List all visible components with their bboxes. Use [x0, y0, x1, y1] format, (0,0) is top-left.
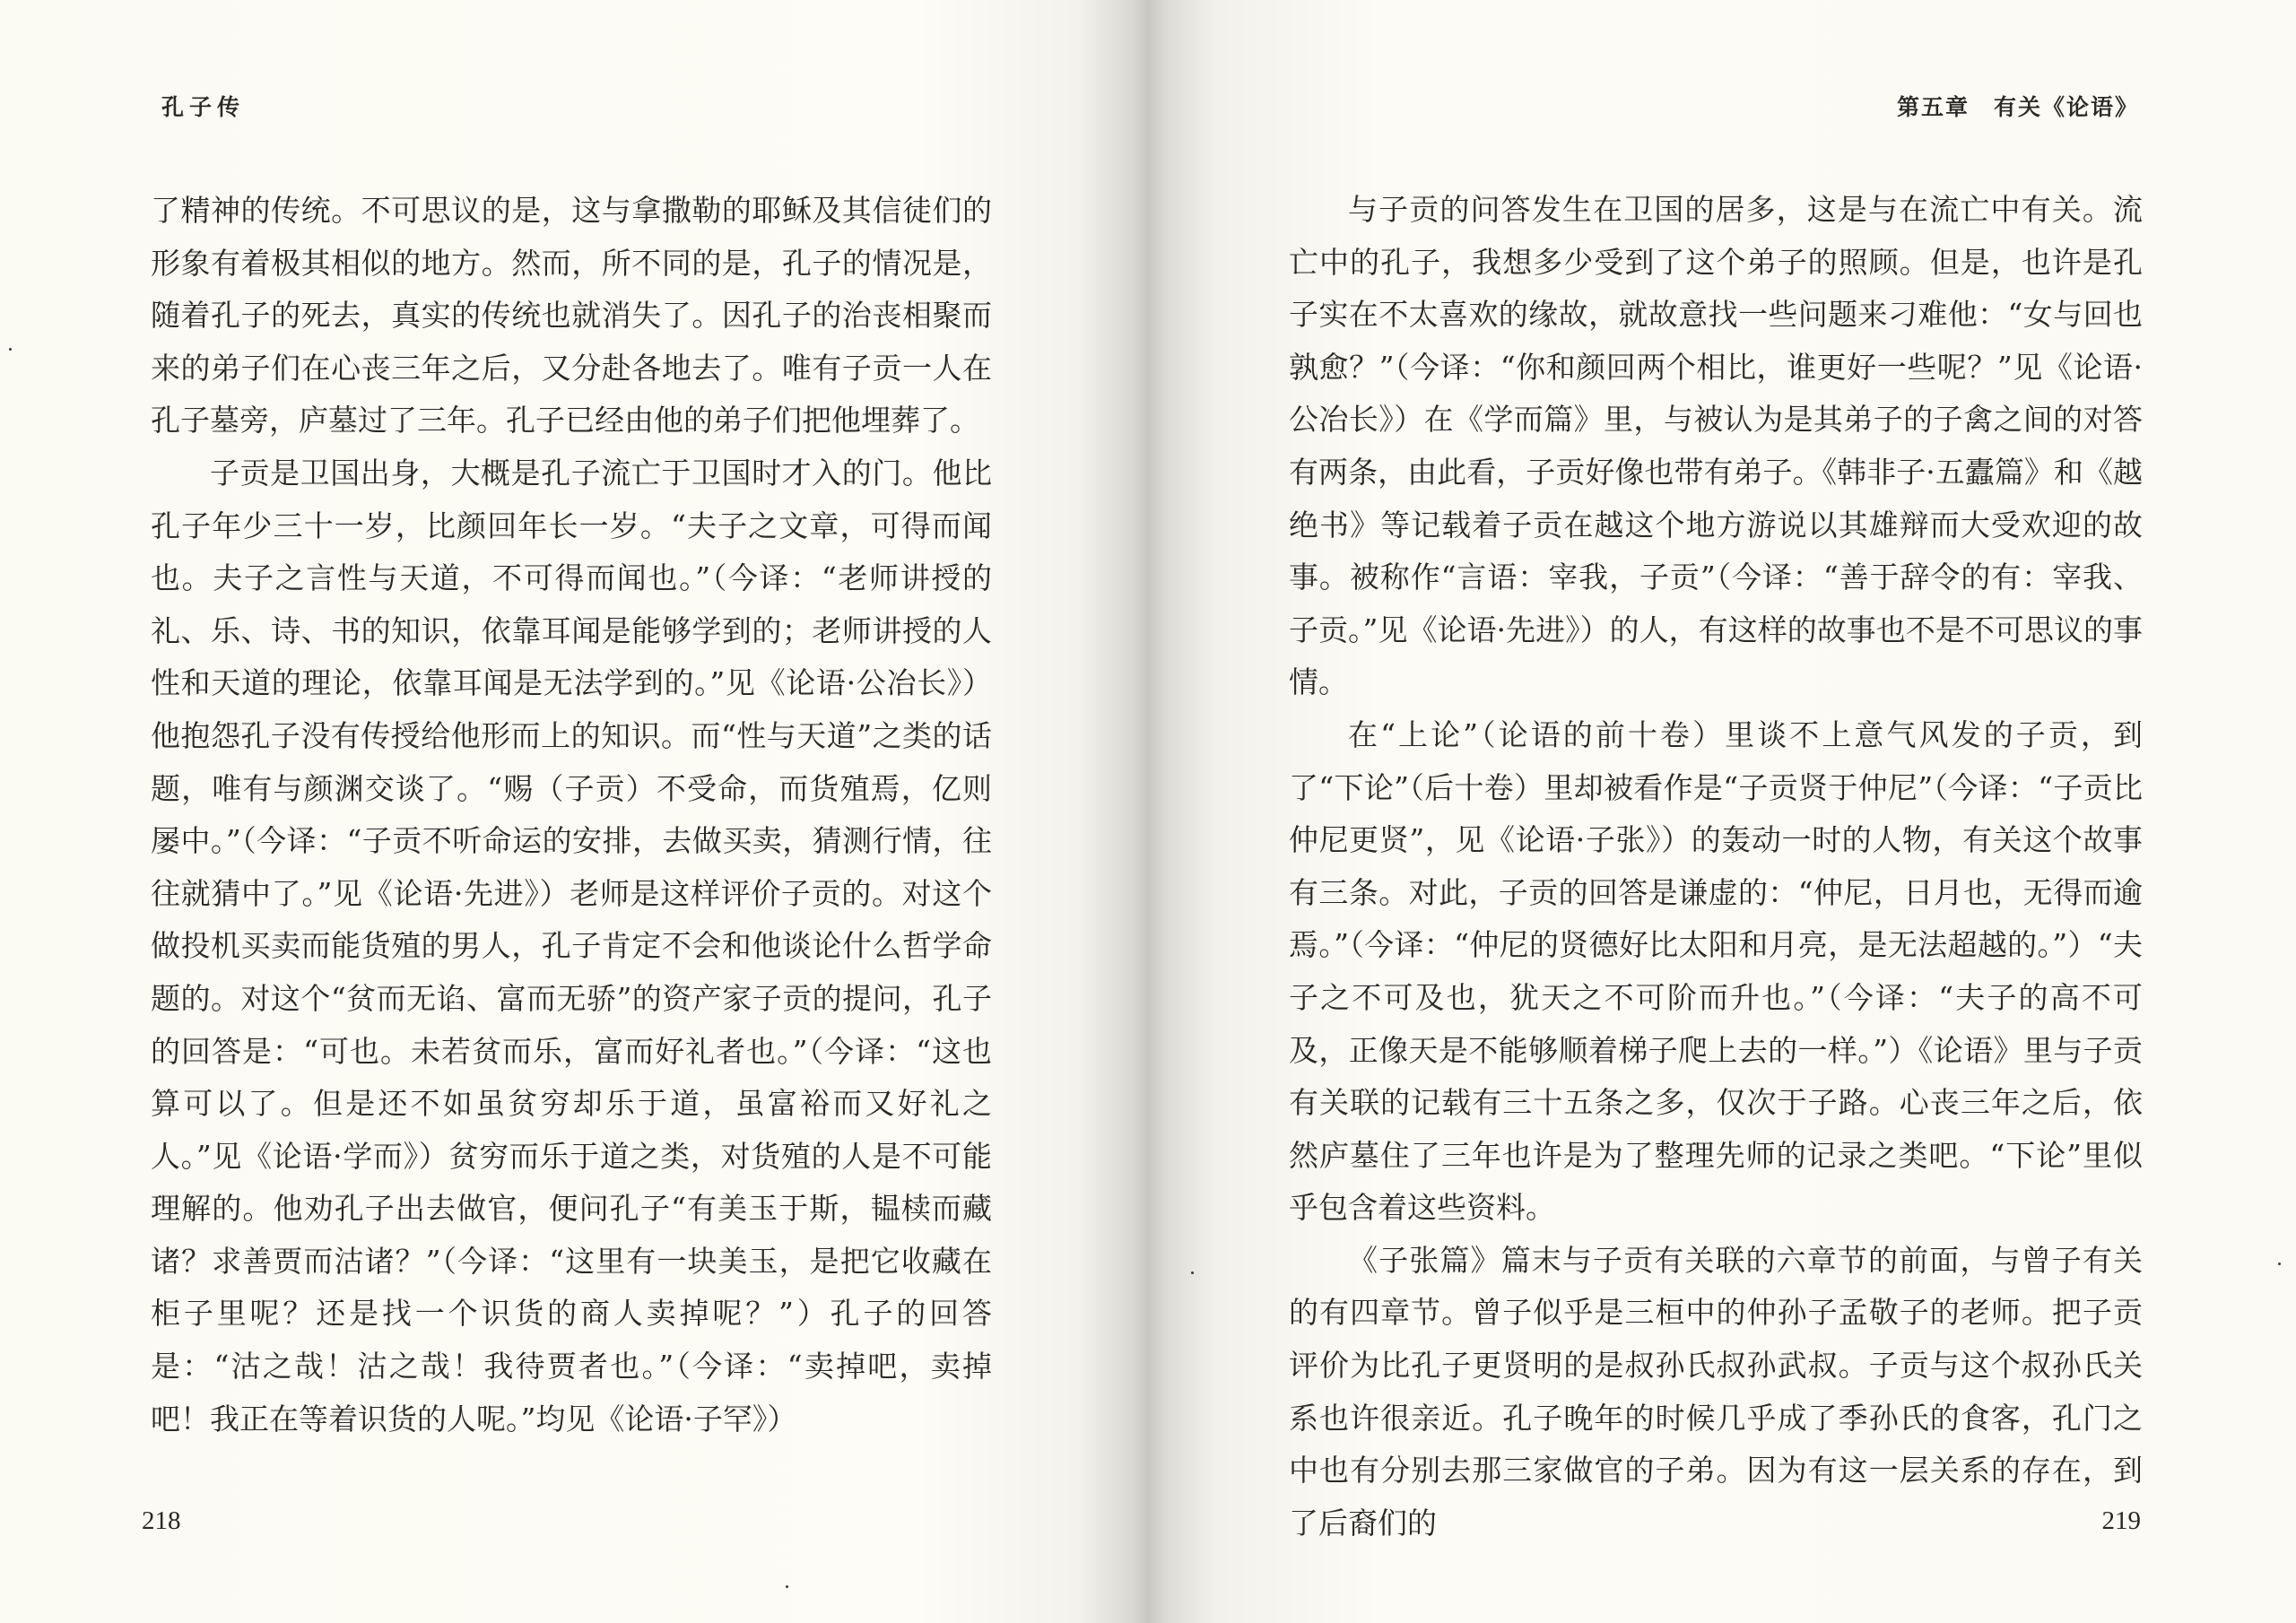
- scan-speck: [2278, 1263, 2281, 1265]
- right-page: [1152, 0, 2296, 1623]
- paragraph: 《子张篇》篇末与子贡有关联的六章节的前面，与曾子有关的有四章节。曾子似乎是三桓中的仲孙子孟敬子的老师。把子贡评价为比孔子更贤明的是叔孙氏叔孙武叔。子贡与这个叔孙氏关系也许很亲近。孔子晚年的时候几乎成了季孙氏的食客，孔门之中也有分别去那三家做官的子弟。因为有这一层关系的存在，到了后裔们的: [1289, 1242, 2143, 1541]
- left-body-text: [151, 185, 992, 1445]
- running-head-chapter-title: 第五章 有关《论语》: [1896, 94, 2139, 120]
- paragraph: 子贡是卫国出身，大概是孔子流亡于卫国时才入的门。他比孔子年少三十一岁，比颜回年长一岁。“夫子之文章，可得而闻也。夫子之言性与天道，不可得而闻也。”（今译：“老师讲授的礼、乐、诗、书的知识，依靠耳闻是能够学到的；老师讲授的人性和天道的理论，依靠耳闻是无法学到的。”见《论语·公冶长》）他抱怨孔子没有传授给他形而上的知识。而“性与天道”之类的话题，唯有与颜渊交谈了。“赐（子贡）不受命，而货殖焉，亿则屡中。”（今译：“子贡不听命运的安排，去做买卖，猜测行情，往往就猜中了。”见《论语·先进》）老师是这样评价子贡的。对这个做投机买卖而能货殖的男人，孔子肯定不会和他谈论什么哲学命题的。对这个“贫而无谄、富而无骄”的资产家子贡的提问，孔子的回答是：“可也。未若贫而乐，富而好礼者也。”（今译：“这也算可以了。但是还不如虽贫穷却乐于道，虽富裕而又好礼之人。”见《论语·学而》）贫穷而乐于道之类，对货殖的人是不可能理解的。他劝孔子出去做官，便问孔子“有美玉于斯，韫椟而藏诸？求善贾而沽诸？”（今译：“这里有一块美玉，是把它收藏在柜子里呢？还是找一个识货的商人卖掉呢？”）孔子的回答是：“沽之哉！沽之哉！我待贾者也。”（今译：“卖掉吧，卖掉吧！我正在等着识货的人呢。”均见《论语·子罕》）: [151, 455, 992, 1436]
- right-body-text: [1289, 184, 2143, 1549]
- scan-speck: [9, 348, 12, 351]
- paragraph: 与子贡的问答发生在卫国的居多，这是与在流亡中有关。流亡中的孔子，我想多少受到了这个弟子的照顾。但是，也许是孔子实在不太喜欢的缘故，就故意找一些问题来刁难他：“女与回也孰愈？”（今译：“你和颜回两个相比，谁更好一些呢？”见《论语·公冶长》）在《学而篇》里，与被认为是其弟子的子禽之间的对答有两条，由此看，子贡好像也带有弟子。《韩非子·五蠹篇》和《越绝书》等记载着子贡在越这个地方游说以其雄辩而大受欢迎的故事。被称作“言语：宰我，子贡”（今译：“善于辞令的有：宰我、子贡。”见《论语·先进》）的人，有这样的故事也不是不可思议的事情。: [1289, 192, 2143, 700]
- paragraph: 在“上论”（论语的前十卷）里谈不上意气风发的子贡，到了“下论”（后十卷）里却被看作是“子贡贤于仲尼”（今译：“子贡比仲尼更贤”，见《论语·子张》）的轰动一时的人物，有关这个故事有三条。对此，子贡的回答是谦虚的：“仲尼，日月也，无得而逾焉。”（今译：“仲尼的贤德好比太阳和月亮，是无法超越的。”）“夫子之不可及也，犹天之不可阶而升也。”（今译：“夫子的高不可及，正像天是不能够顺着梯子爬上去的一样。”）《论语》里与子贡有关联的记载有三十五条之多，仅次于子路。心丧三年之后，依然庐墓住了三年也许是为了整理先师的记录之类吧。“下论”里似乎包含着这些资料。: [1289, 716, 2143, 1226]
- running-head-book-title: 孔子传: [161, 94, 246, 120]
- page-number: 219: [2101, 1506, 2141, 1535]
- scan-speck: [786, 1585, 788, 1588]
- scan-speck: [1191, 1271, 1194, 1274]
- page-number: 218: [142, 1506, 181, 1535]
- paragraph: 了精神的传统。不可思议的是，这与拿撒勒的耶稣及其信徒们的形象有着极其相似的地方。然而，所不同的是，孔子的情况是，随着孔子的死去，真实的传统也就消失了。因孔子的治丧相聚而来的弟子们在心丧三年之后，又分赴各地去了。唯有子贡一人在孔子墓旁，庐墓过了三年。孔子已经由他的弟子们把他埋葬了。: [151, 193, 992, 438]
- left-page: [0, 0, 1130, 1623]
